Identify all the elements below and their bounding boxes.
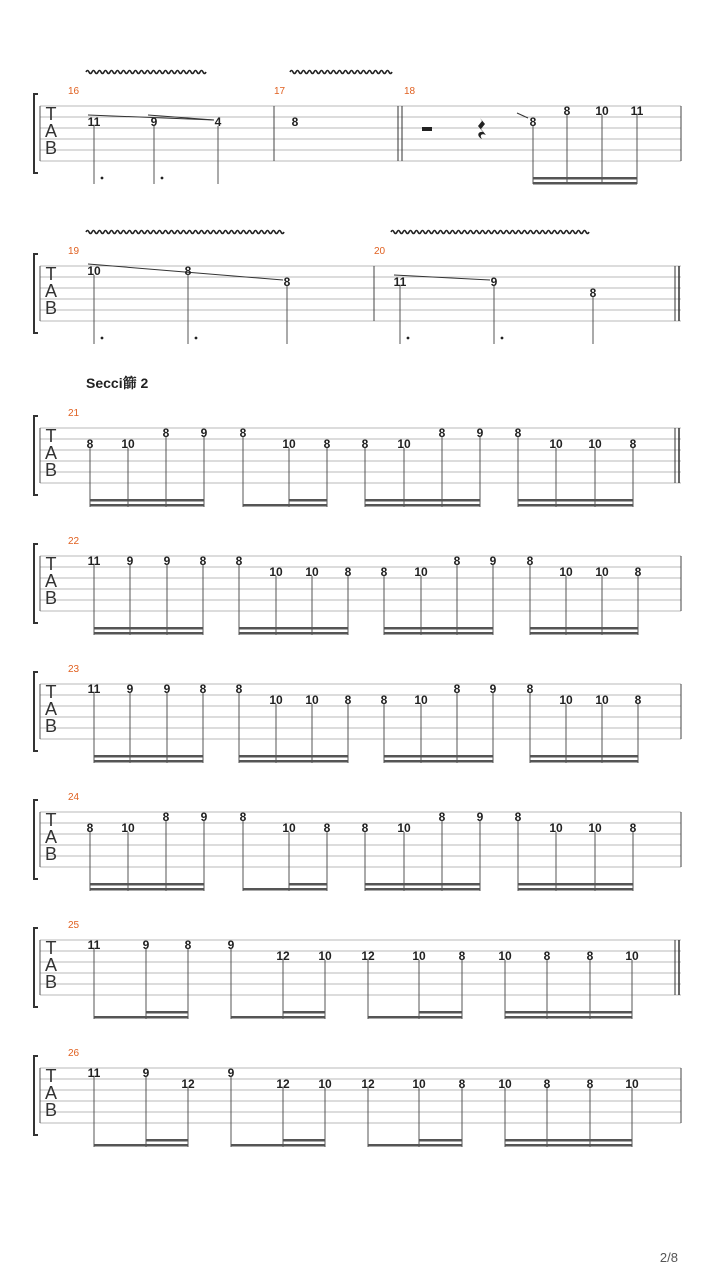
tab-letter: B: [44, 844, 58, 864]
fret-number: 10: [121, 821, 135, 835]
tab-letter: T: [45, 554, 57, 574]
fret-number: 12: [276, 1077, 290, 1091]
beam: [365, 888, 480, 891]
fret-number: 8: [235, 682, 243, 696]
beam: [90, 888, 204, 891]
fret-number: 10: [318, 949, 332, 963]
fret-number: 8: [86, 437, 94, 451]
beam: [94, 760, 203, 763]
beam: [533, 177, 637, 180]
measure-number: 19: [68, 246, 80, 257]
tab-letter: B: [44, 972, 58, 992]
fret-number: 8: [162, 810, 170, 824]
fret-number: 10: [414, 565, 428, 579]
half-rest: [422, 127, 432, 131]
beam: [384, 632, 493, 635]
fret-number: 10: [397, 821, 411, 835]
fret-number: 8: [589, 286, 597, 300]
fret-number: 11: [87, 938, 101, 952]
fret-number: 8: [514, 426, 522, 440]
beam: [518, 883, 633, 886]
fret-number: 10: [498, 1077, 512, 1091]
tab-letter: T: [45, 810, 57, 830]
tab-letter: A: [44, 827, 58, 847]
fret-number: 10: [414, 693, 428, 707]
note-stems: [87, 115, 638, 1147]
fret-number: 8: [629, 821, 637, 835]
fret-number: 8: [458, 949, 466, 963]
system-bracket: [34, 800, 38, 879]
system-bracket: [34, 94, 38, 173]
fret-number: 11: [87, 554, 101, 568]
fret-number: 8: [380, 693, 388, 707]
fret-number: 9: [476, 426, 484, 440]
fret-number: 10: [595, 693, 609, 707]
fret-number: 10: [549, 437, 563, 451]
measure-number: 25: [68, 920, 80, 931]
fret-number: 8: [629, 437, 637, 451]
fret-number: 10: [269, 693, 283, 707]
vibrato-markings: [86, 71, 589, 234]
fret-number: 10: [595, 104, 609, 118]
system-bracket: [34, 928, 38, 1007]
fret-number: 10: [625, 949, 639, 963]
vibrato: [391, 231, 589, 234]
section-label: Secci篩 2: [86, 375, 149, 391]
beam: [146, 1144, 188, 1147]
fret-number: 8: [184, 938, 192, 952]
fret-number: 10: [397, 437, 411, 451]
fret-number: 8: [458, 1077, 466, 1091]
beam: [283, 1144, 325, 1147]
beam: [239, 632, 348, 635]
fret-numbers: [87, 104, 644, 1091]
fret-number: 12: [181, 1077, 195, 1091]
vibrato: [86, 71, 206, 74]
fret-number: 8: [586, 1077, 594, 1091]
beam: [289, 504, 327, 507]
fret-number: 8: [361, 821, 369, 835]
tab-letter: A: [44, 1083, 58, 1103]
beam: [518, 888, 633, 891]
beam: [419, 1139, 462, 1142]
fret-number: 11: [87, 115, 101, 129]
fret-number: 8: [543, 949, 551, 963]
staff-lines: [34, 94, 681, 1135]
measure-number: 21: [68, 408, 80, 419]
fret-number: 12: [361, 949, 375, 963]
tab-letter: B: [44, 588, 58, 608]
tab-letter: A: [44, 699, 58, 719]
fret-number: 10: [87, 264, 101, 278]
fret-number: 11: [630, 104, 644, 118]
beam: [239, 627, 348, 630]
tab-letter: B: [44, 138, 58, 158]
fret-number: 8: [634, 693, 642, 707]
tab-letter: A: [44, 571, 58, 591]
tab-clefs: [45, 104, 57, 1120]
fret-number: 8: [526, 554, 534, 568]
fret-number: 8: [543, 1077, 551, 1091]
beam: [365, 499, 480, 502]
beam: [94, 632, 203, 635]
fret-number: 9: [200, 810, 208, 824]
fret-number: 8: [323, 821, 331, 835]
beam: [283, 1139, 325, 1142]
fret-number: 8: [235, 554, 243, 568]
beam: [239, 760, 348, 763]
fret-number: 9: [126, 682, 134, 696]
fret-number: 10: [305, 565, 319, 579]
beam: [384, 760, 493, 763]
page-number: 2/8: [659, 1250, 678, 1265]
fret-number: 8: [239, 426, 247, 440]
fret-number: 9: [142, 1066, 150, 1080]
fret-number: 9: [150, 115, 158, 129]
fret-number: 8: [344, 565, 352, 579]
tab-letter: B: [44, 298, 58, 318]
measure-number: 24: [68, 792, 80, 803]
beam: [289, 499, 327, 502]
fret-number: 8: [453, 682, 461, 696]
measure-number: 26: [68, 1048, 80, 1059]
fret-number: 8: [199, 682, 207, 696]
fret-number: 10: [549, 821, 563, 835]
fret-number: 10: [625, 1077, 639, 1091]
tab-letter: T: [45, 264, 57, 284]
system-bracket: [34, 544, 38, 623]
system-bracket: [34, 1056, 38, 1135]
dot: [101, 177, 104, 180]
beam: [419, 1144, 462, 1147]
beam: [530, 632, 638, 635]
beam: [505, 1144, 632, 1147]
beam: [239, 755, 348, 758]
measure-number: 22: [68, 536, 80, 547]
fret-number: 10: [559, 565, 573, 579]
beam: [289, 883, 327, 886]
tab-letter: B: [44, 716, 58, 736]
measure-number: 23: [68, 664, 80, 675]
fret-number: 8: [239, 810, 247, 824]
fret-number: 8: [526, 682, 534, 696]
tab-letter: T: [45, 1066, 57, 1086]
fret-number: 9: [142, 938, 150, 952]
beam: [533, 182, 637, 185]
beam: [289, 888, 327, 891]
beam: [94, 627, 203, 630]
fret-number: 8: [344, 693, 352, 707]
fret-number: 10: [588, 437, 602, 451]
beam: [146, 1139, 188, 1142]
fret-number: 8: [563, 104, 571, 118]
fret-number: 11: [87, 1066, 101, 1080]
dot: [101, 337, 104, 340]
dot: [407, 337, 410, 340]
fret-number: 8: [283, 275, 291, 289]
fret-number: 9: [163, 554, 171, 568]
beam: [90, 499, 204, 502]
fret-number: 8: [438, 426, 446, 440]
fret-number: 8: [438, 810, 446, 824]
fret-number: 12: [276, 949, 290, 963]
fret-number: 8: [323, 437, 331, 451]
fret-number: 8: [184, 264, 192, 278]
beam: [384, 755, 493, 758]
beam: [419, 1016, 462, 1019]
dot: [161, 177, 164, 180]
tab-letter: A: [44, 281, 58, 301]
fret-number: 8: [162, 426, 170, 440]
barlines: [40, 106, 681, 1123]
beam: [505, 1139, 632, 1142]
fret-number: 10: [282, 821, 296, 835]
fret-number: 9: [227, 1066, 235, 1080]
fret-number: 9: [227, 938, 235, 952]
fret-number: 8: [361, 437, 369, 451]
fret-number: 10: [595, 565, 609, 579]
beam: [90, 504, 204, 507]
fret-number: 10: [588, 821, 602, 835]
tab-letter: T: [45, 682, 57, 702]
beam: [505, 1011, 632, 1014]
note-beams: [87, 177, 638, 1147]
fret-number: 8: [586, 949, 594, 963]
fret-number: 10: [559, 693, 573, 707]
fret-number: 10: [318, 1077, 332, 1091]
tab-letter: A: [44, 955, 58, 975]
tab-letter: A: [44, 443, 58, 463]
beam: [530, 760, 638, 763]
beam: [283, 1016, 325, 1019]
fret-number: 8: [86, 821, 94, 835]
beam: [146, 1016, 188, 1019]
fret-number: 10: [282, 437, 296, 451]
measure-number: 18: [404, 86, 416, 97]
tab-letter: B: [44, 460, 58, 480]
fret-number: 8: [514, 810, 522, 824]
fret-number: 9: [490, 275, 498, 289]
fret-number: 11: [393, 275, 407, 289]
fret-number: 10: [269, 565, 283, 579]
beam: [365, 883, 480, 886]
fret-number: 9: [476, 810, 484, 824]
beam: [518, 499, 633, 502]
fret-number: 10: [498, 949, 512, 963]
dot: [195, 337, 198, 340]
fret-number: 10: [305, 693, 319, 707]
fret-number: 8: [291, 115, 299, 129]
tab-letter: T: [45, 938, 57, 958]
fret-number: 9: [163, 682, 171, 696]
beam: [146, 1011, 188, 1014]
beam: [283, 1011, 325, 1014]
tab-letter: B: [44, 1100, 58, 1120]
fret-number: 10: [412, 1077, 426, 1091]
measure-number: 20: [374, 246, 386, 257]
measure-number: 16: [68, 86, 80, 97]
beam: [94, 755, 203, 758]
dot: [501, 337, 504, 340]
beam: [419, 1011, 462, 1014]
measure-number: 17: [274, 86, 286, 97]
fret-number: 12: [361, 1077, 375, 1091]
beam: [365, 504, 480, 507]
fret-number: 8: [453, 554, 461, 568]
beam: [90, 883, 204, 886]
system-bracket: [34, 672, 38, 751]
beam: [530, 627, 638, 630]
system-bracket: [34, 416, 38, 495]
vibrato: [86, 231, 284, 234]
fret-number: 9: [489, 682, 497, 696]
vibrato: [290, 71, 392, 74]
beam: [530, 755, 638, 758]
fret-number: 8: [199, 554, 207, 568]
system-bracket: [34, 254, 38, 333]
beam: [505, 1016, 632, 1019]
fret-number: 8: [380, 565, 388, 579]
tab-letter: T: [45, 104, 57, 124]
fret-number: 8: [634, 565, 642, 579]
fret-number: 9: [200, 426, 208, 440]
beam: [518, 504, 633, 507]
fret-number: 4: [214, 115, 222, 129]
fret-number: 10: [412, 949, 426, 963]
tab-letter: A: [44, 121, 58, 141]
fret-number: 8: [529, 115, 537, 129]
fret-number: 9: [126, 554, 134, 568]
beam: [384, 627, 493, 630]
fret-number: 11: [87, 682, 101, 696]
fret-number: 10: [121, 437, 135, 451]
fret-number: 9: [489, 554, 497, 568]
tab-letter: T: [45, 426, 57, 446]
